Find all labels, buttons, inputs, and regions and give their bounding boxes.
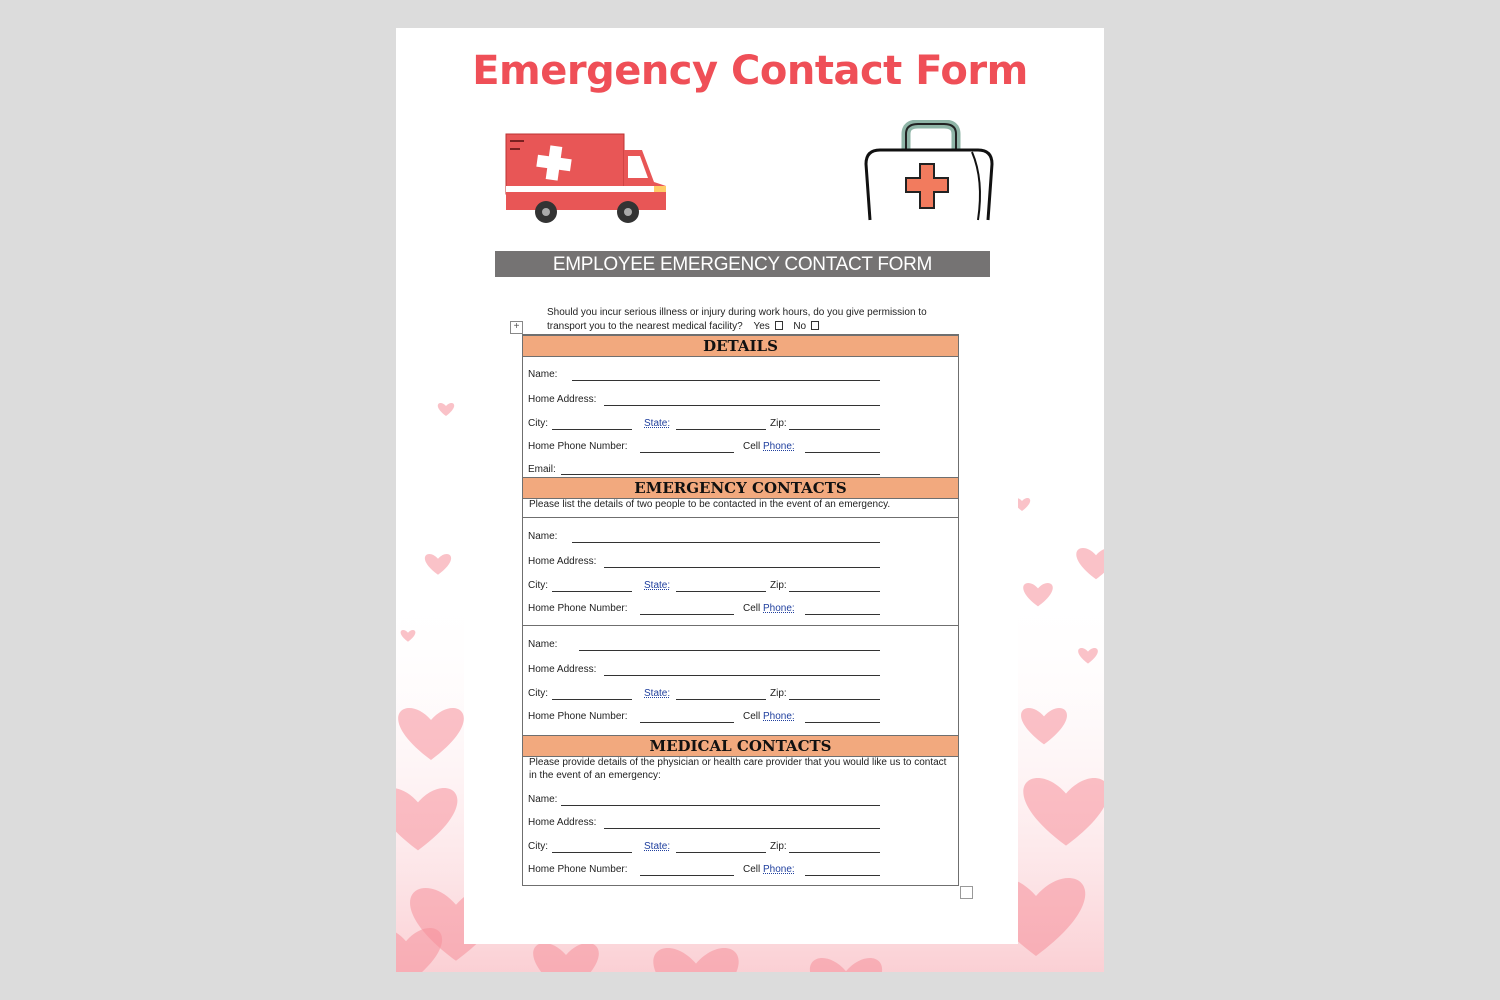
details-name-field[interactable] [572, 380, 880, 381]
details-email-label: Email: [528, 464, 556, 475]
contact-divider [523, 625, 958, 626]
details-state-field[interactable] [676, 429, 766, 430]
section-divider [523, 517, 958, 518]
details-zip-field[interactable] [789, 429, 880, 430]
medical-city-label: City: [528, 841, 548, 852]
contact2-address-field[interactable] [604, 675, 880, 676]
contact2-cell-phone-label [743, 711, 795, 723]
contact2-home-phone-label: Home Phone Number: [528, 711, 628, 722]
cell-phone-link: Phone: [763, 441, 795, 452]
medical-cell-phone-field[interactable] [805, 875, 880, 876]
permission-no-label: No [793, 320, 807, 332]
medical-name-field[interactable] [561, 805, 880, 806]
contact1-home-phone-field[interactable] [640, 614, 734, 615]
cell-prefix: Cell [743, 603, 761, 614]
contact-form-table [522, 334, 959, 886]
medical-zip-label: Zip: [770, 841, 787, 852]
medical-address-label: Home Address: [528, 817, 597, 828]
details-city-field[interactable] [552, 429, 632, 430]
permission-no-checkbox[interactable] [811, 321, 819, 330]
contact2-state-field[interactable] [676, 699, 766, 700]
cell-prefix: Cell [743, 441, 761, 452]
form-page [396, 28, 1104, 972]
contact1-city-label: City: [528, 580, 548, 591]
contact2-state-label: State: [644, 688, 671, 699]
contact1-address-field[interactable] [604, 567, 880, 568]
details-city-label: City: [528, 418, 548, 429]
emergency-contacts-header: EMERGENCY CONTACTS [523, 477, 958, 499]
contact2-zip-label: Zip: [770, 688, 787, 699]
first-aid-kit-icon [860, 120, 998, 224]
medical-contacts-note: Please provide details of the physician or health care provider that you would like us to contact in the event of an emergency: [529, 757, 947, 781]
page-title: Emergency Contact Form [472, 48, 1028, 94]
contact2-city-field[interactable] [552, 699, 632, 700]
contact1-name-field[interactable] [572, 542, 880, 543]
contact2-city-label: City: [528, 688, 548, 699]
cell-prefix: Cell [743, 864, 761, 875]
details-cell-phone-field[interactable] [805, 452, 880, 453]
contact1-home-phone-label: Home Phone Number: [528, 603, 628, 614]
contact2-address-label: Home Address: [528, 664, 597, 675]
ambulance-icon [504, 128, 672, 224]
contact1-zip-field[interactable] [789, 591, 880, 592]
details-email-field[interactable] [561, 474, 880, 475]
cell-phone-link: Phone: [763, 711, 795, 722]
details-header: DETAILS [523, 335, 958, 357]
permission-question-text: Should you incur serious illness or injury during work hours, do you give permission to transport you to the nearest medical facility? [547, 307, 927, 332]
contact2-cell-phone-field[interactable] [805, 722, 880, 723]
details-name-label: Name: [528, 369, 558, 380]
move-handle-icon[interactable]: + [510, 321, 523, 334]
resize-handle-icon[interactable] [960, 886, 973, 899]
details-address-field[interactable] [604, 405, 880, 406]
cell-prefix: Cell [743, 711, 761, 722]
details-zip-label: Zip: [770, 418, 787, 429]
details-cell-phone-label [743, 441, 795, 453]
permission-yes-checkbox[interactable] [775, 321, 783, 330]
contact1-cell-phone-label [743, 603, 795, 615]
cell-phone-link: Phone: [763, 603, 795, 614]
contact2-zip-field[interactable] [789, 699, 880, 700]
medical-name-label: Name: [528, 794, 558, 805]
medical-address-field[interactable] [604, 828, 880, 829]
details-home-phone-field[interactable] [640, 452, 734, 453]
form-banner: EMPLOYEE EMERGENCY CONTACT FORM [495, 251, 990, 277]
contact1-cell-phone-field[interactable] [805, 614, 880, 615]
contact2-home-phone-field[interactable] [640, 722, 734, 723]
medical-state-field[interactable] [676, 852, 766, 853]
contact1-state-label: State: [644, 580, 671, 591]
emergency-contacts-note: Please list the details of two people to be contacted in the event of an emergency. [529, 499, 891, 510]
contact2-name-field[interactable] [579, 650, 880, 651]
medical-contacts-header: MEDICAL CONTACTS [523, 735, 958, 757]
medical-zip-field[interactable] [789, 852, 880, 853]
permission-question [547, 306, 967, 333]
medical-cell-phone-label [743, 864, 795, 876]
permission-yes-label: Yes [753, 320, 770, 332]
contact1-zip-label: Zip: [770, 580, 787, 591]
details-home-phone-label: Home Phone Number: [528, 441, 628, 452]
medical-home-phone-label: Home Phone Number: [528, 864, 628, 875]
details-state-label: State: [644, 418, 671, 429]
cell-phone-link: Phone: [763, 864, 795, 875]
medical-city-field[interactable] [552, 852, 632, 853]
contact1-state-field[interactable] [676, 591, 766, 592]
details-address-label: Home Address: [528, 394, 597, 405]
contact1-name-label: Name: [528, 531, 558, 542]
medical-state-label: State: [644, 841, 671, 852]
medical-home-phone-field[interactable] [640, 875, 734, 876]
contact1-address-label: Home Address: [528, 556, 597, 567]
contact2-name-label: Name: [528, 639, 558, 650]
contact1-city-field[interactable] [552, 591, 632, 592]
